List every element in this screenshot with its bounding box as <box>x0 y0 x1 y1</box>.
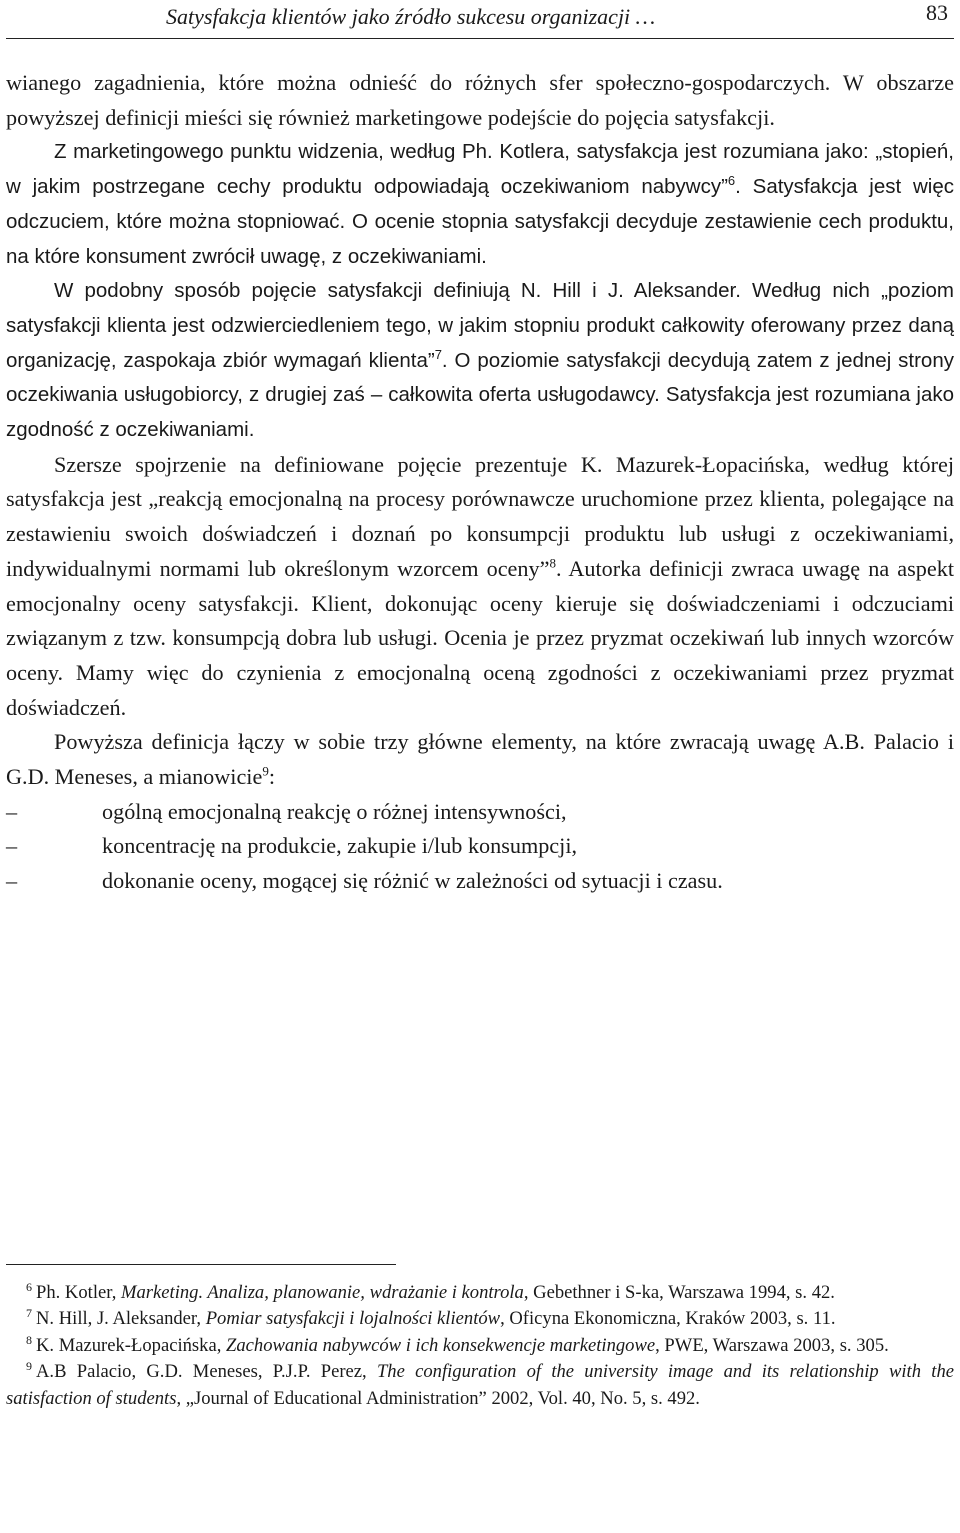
footnote-number: 6 <box>26 1279 32 1294</box>
list-item <box>6 829 954 864</box>
body-text <box>6 66 954 899</box>
paragraph-5-text-a: Powyższa definicja łączy w sobie trzy główne elementy, na które zwracają uwagę A.B. Palacio i G.D. Meneses, a mianowicie <box>6 729 954 790</box>
page-number: 83 <box>926 0 948 25</box>
list-item <box>6 795 954 830</box>
paragraph-2-text-b: . Satysfakcja jest więc odczuciem, które można stopniować. O ocenie stopnia satysfakcji decyduje zestawienie cech produktu, na które konsument zwrócił uwagę, z oczekiwaniami. <box>6 175 955 268</box>
paragraph-4 <box>6 448 954 726</box>
list-dash: – <box>6 833 18 859</box>
footnote-title: The configuration of the university image and its relationship with the satisfaction of students <box>6 1361 954 1409</box>
footnote-9 <box>6 1359 954 1412</box>
running-header-title: Satysfakcja klientów jako źródło sukcesu organizacji … <box>166 4 656 29</box>
list-dash: – <box>6 798 18 824</box>
paragraph-5 <box>6 725 954 794</box>
footnote-ref-8: 8 <box>549 555 556 571</box>
footnote-number: 7 <box>26 1306 32 1321</box>
footnote-8 <box>6 1333 954 1359</box>
footnote-7 <box>6 1306 954 1332</box>
footnote-author: A.B Palacio, G.D. Meneses, P.J.P. Perez, <box>36 1361 377 1383</box>
footnote-author: N. Hill, J. Aleksander, <box>36 1308 206 1330</box>
list-dash: – <box>6 868 18 894</box>
footnote-title: Zachowania nabywców i ich konsekwencje marketingowe <box>226 1334 656 1356</box>
list-item-text: koncentrację na produkcie, zakupie i/lub konsumpcji, <box>102 833 578 859</box>
footnote-6 <box>6 1280 954 1306</box>
list-item-text: ogólną emocjonalną reakcję o różnej intensywności, <box>102 798 567 824</box>
footnote-number: 8 <box>26 1332 32 1347</box>
paragraph-1-text: wianego zagadnienia, które można odnieść do różnych sfer społeczno-gospodarczych. W obszarze powyższej definicji mieści się również marketingowe podejście do pojęcia satysfakcji. <box>6 70 954 130</box>
footnotes <box>6 1280 954 1412</box>
paragraph-2 <box>6 135 954 274</box>
paragraph-1 <box>6 66 954 135</box>
footnote-publisher: , Gebethner i S-ka, Warszawa 1994, s. 42. <box>523 1282 835 1303</box>
footnote-ref-6: 6 <box>727 173 736 189</box>
footnote-ref-9: 9 <box>262 763 269 779</box>
paragraph-4-text-a: Szersze spojrzenie na definiowane pojęcie prezentuje K. Mazurek-Łopacińska, według której satysfakcja jest „reakcją emocjonalną na procesy porównawcze uruchomione przez klienta, polegające na zestawieniu swoich doświadczeń i doznań po konsumpcji produktu lub usługi z oczekiwaniami, indywidualnymi normami lub określonym wzorcem oceny” <box>6 451 954 581</box>
paragraph-4-text-b: . Autorka definicji zwraca uwagę na aspekt emocjonalny oceny satysfakcji. Klient, dokonując oceny kieruje się doświadczeniami i odczuciami związanym z tzw. konsumpcją dobra lub usługi. Ocenia je przez pryzmat oczekiwań lub innych wzorców oceny. Mamy więc do czynienia z emocjonalną oceną zgodności z oczekiwaniami przez pryzmat doświadczeń. <box>6 555 954 720</box>
footnote-title: Marketing. Analiza, planowanie, wdrażanie i kontrola <box>121 1282 524 1303</box>
footnote-separator <box>6 1264 396 1265</box>
paragraph-5-text-b: : <box>268 764 275 790</box>
running-header <box>6 0 954 39</box>
element-list <box>6 795 954 899</box>
paragraph-2-text-a: Z marketingowego punktu widzenia, według Ph. Kotlera, satysfakcja jest rozumiana jako: „stopień, w jakim postrzegane cechy produktu odpowiadają oczekiwaniom nabywcy” <box>6 140 954 199</box>
list-item <box>6 864 954 899</box>
paragraph-3-text-a: W podobny sposób pojęcie satysfakcji definiują N. Hill i J. Aleksander. Według nich „poziom satysfakcji klienta jest odzwierciedleniem tego, w jakim stopniu produkt całkowity oferowany przez daną organizację, zaspokaja zbiór wymagań klienta” <box>6 279 954 372</box>
footnote-publisher: , „Journal of Educational Administration” 2002, Vol. 40, No. 5, s. 492. <box>176 1387 700 1409</box>
footnote-author: Ph. Kotler, <box>36 1282 121 1303</box>
paragraph-3 <box>6 274 954 448</box>
footnote-number: 9 <box>26 1359 32 1374</box>
footnote-title: Pomiar satysfakcji i lojalności klientów <box>205 1308 501 1330</box>
footnote-publisher: , Oficyna Ekonomiczna, Kraków 2003, s. 11. <box>500 1308 836 1330</box>
list-item-text: dokonanie oceny, mogącej się różnić w zależności od sytuacji i czasu. <box>102 868 723 894</box>
paragraph-3-text-b: . O poziomie satysfakcji decydują zatem z jednej strony oczekiwania usługobiorcy, z drugiej zaś – całkowita oferta usługodawcy. Satysfakcja jest rozumiana jako zgodność z oczekiwaniami. <box>6 348 954 442</box>
footnote-author: K. Mazurek-Łopacińska, <box>36 1334 226 1356</box>
footnote-ref-7: 7 <box>434 346 442 362</box>
footnote-publisher: , PWE, Warszawa 2003, s. 305. <box>655 1334 889 1356</box>
